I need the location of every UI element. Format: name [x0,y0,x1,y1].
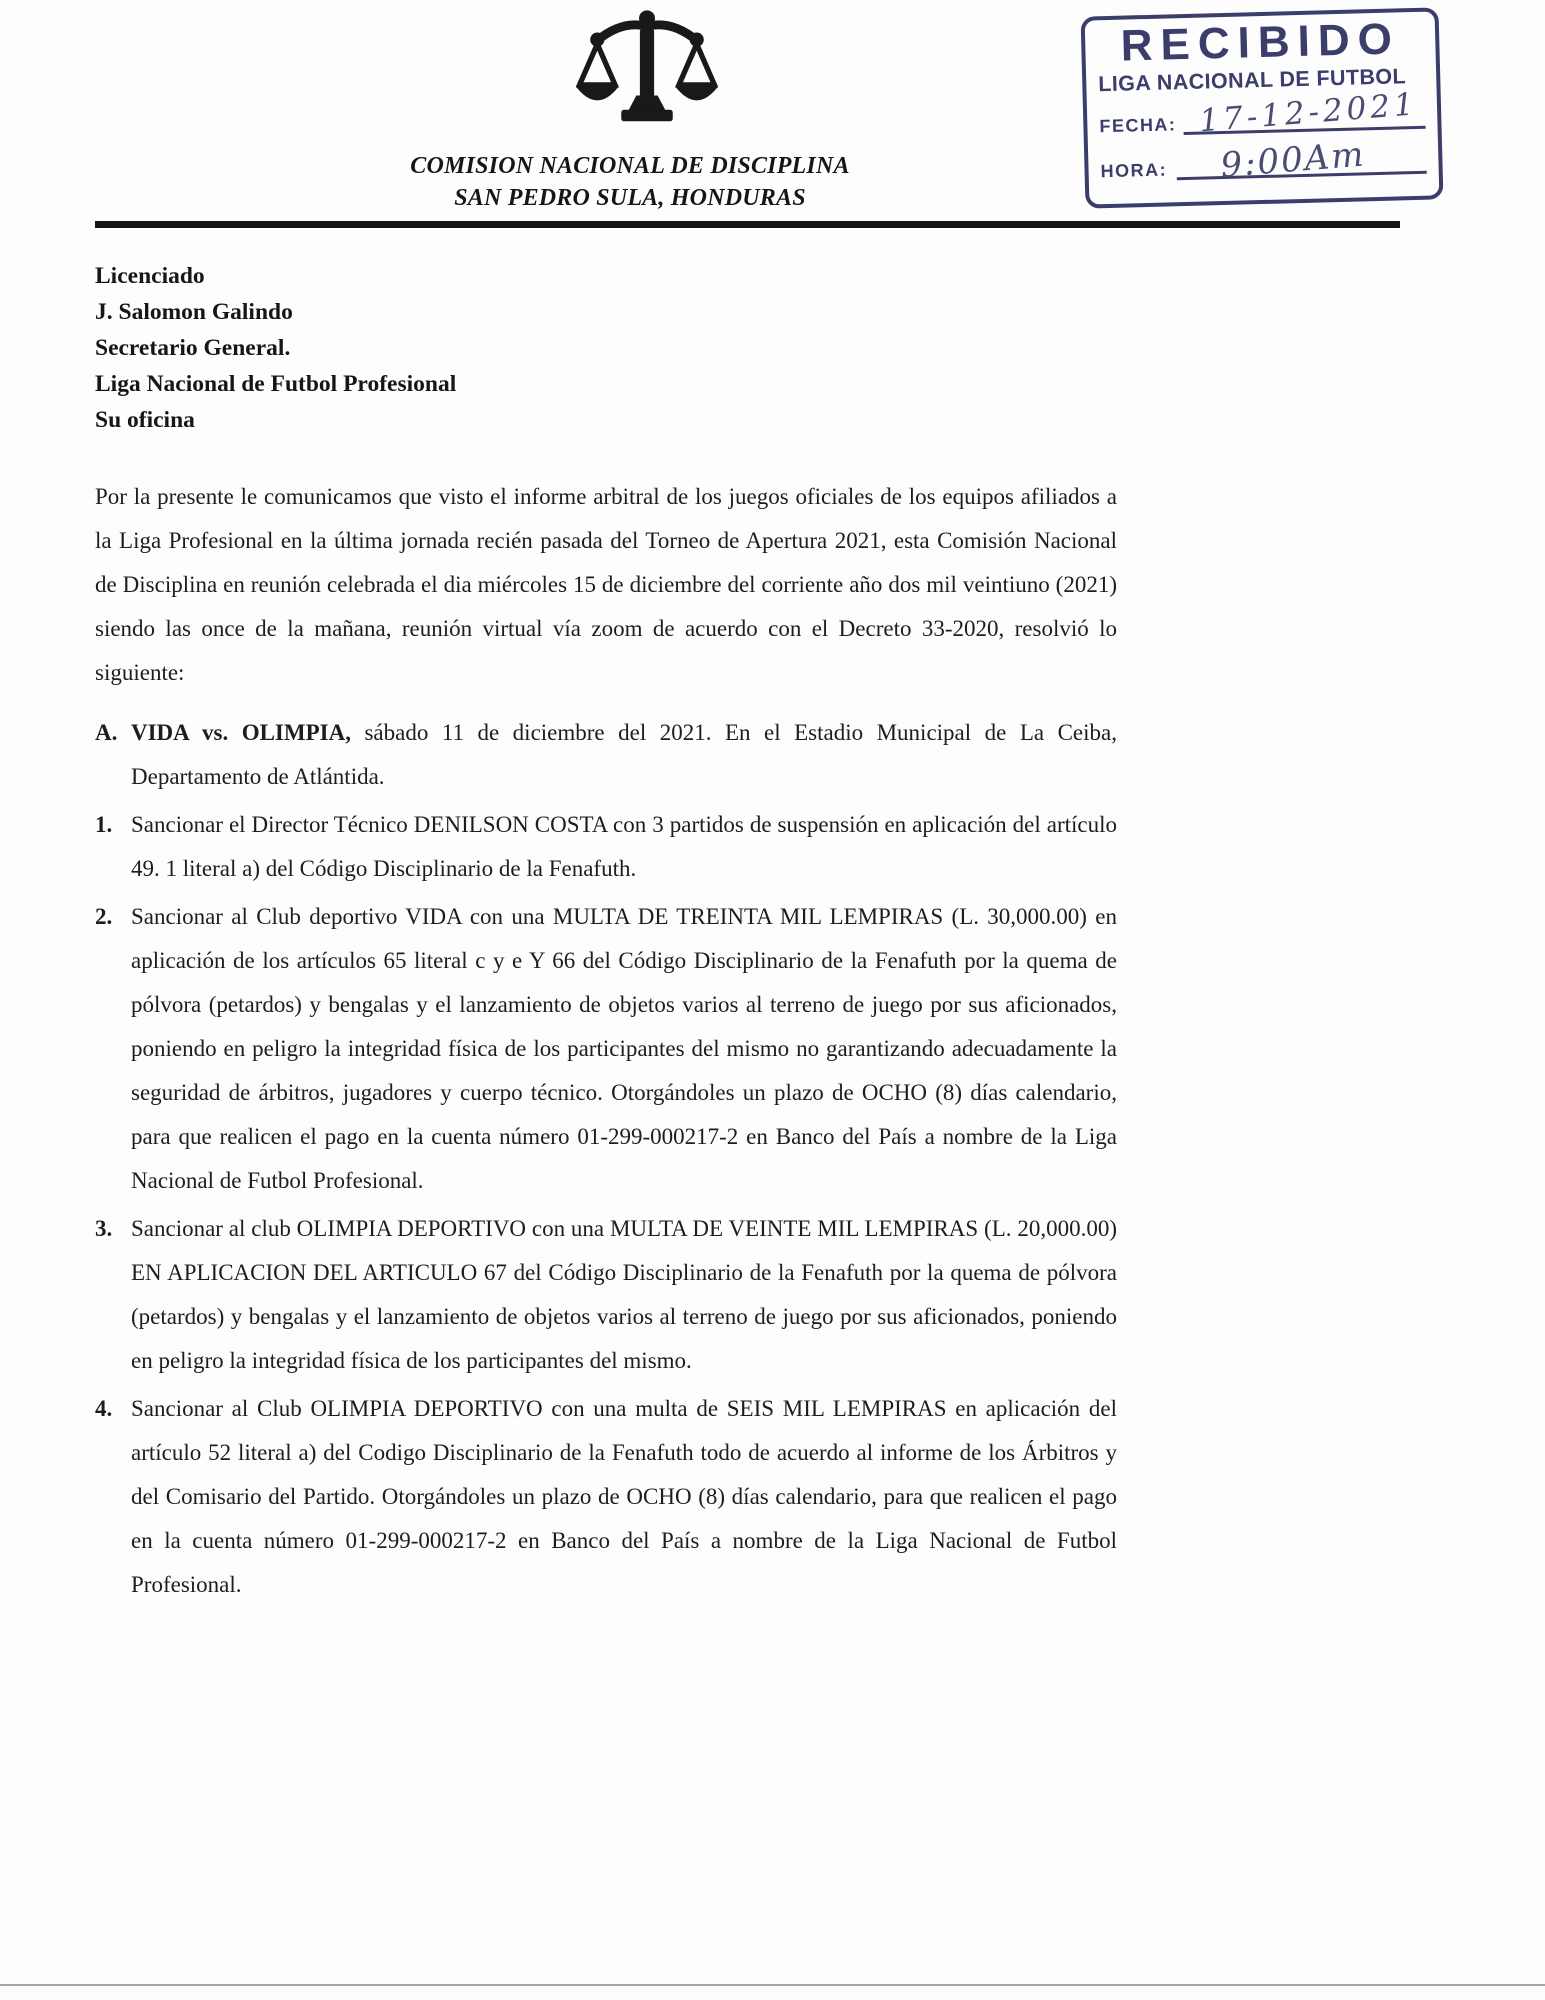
intro-paragraph: Por la presente le comunicamos que visto el informe arbitral de los juegos oficiales de los equipos afiliados a la Liga Profesional en la última jornada recién pasada del Torneo de Apertura 2021, esta Comisión Nacional de Disciplina en reunión celebrada el dia miércoles 15 de diciembre del corriente año dos mil veintiuno (2021) siendo las once de la mañana, reunión virtual vía zoom de acuerdo con el Decreto 33-2020, resolvió lo siguiente: [95,484,1117,685]
recipient-title: Licenciado [95,263,205,289]
stamp-time-row [1100,134,1427,188]
stamp-title: RECIBIDO [1120,14,1401,71]
recipient-name: J. Salomon Galindo [95,299,293,325]
scales-of-justice-icon [576,8,718,133]
recipient-office: Su oficina [95,407,195,433]
recipient-role: Secretario General. [95,335,291,361]
item-number: 2. [95,904,113,929]
section-a-label: A. [95,720,118,745]
item-text: Sancionar al Club deportivo VIDA con una MULTA DE TREINTA MIL LEMPIRAS (L. 30,000.00) en aplicación de los artículos 65 literal c y e Y 66 del Código Disciplinario de la Fenafuth por la quema de pólvora (petardos) y bengalas y el lanzamiento de objetos varios al terreno de juego por sus aficionados, poniendo en peligro la integridad física de los participantes del mismo no garantizando adecuadamente la seguridad de árbitros, jugadores y cuerpo técnico. Otorgándoles un plazo de OCHO (8) días calendario, para que realicen el pago en la cuenta número 01-299-000217-2 en Banco del País a nombre de la Liga Nacional de Futbol Profesional. [131,904,1117,1193]
stamp-time-value: 9:00Am [1219,134,1367,187]
header-divider [95,221,1400,228]
recipient-block [95,258,456,438]
org-location: SAN PEDRO SULA, HONDURAS [454,185,806,211]
item-text: Sancionar el Director Técnico DENILSON COSTA con 3 partidos de suspensión en aplicación del artículo 49. 1 literal a) del Código Disciplinario de la Fenafuth. [131,812,1117,881]
letterhead [350,150,910,214]
section-a-text: sábado 11 de diciembre del 2021. En el Estadio Municipal de La Ceiba, Departamento de Atlántida. [131,720,1117,789]
sanction-item-1 [95,803,1117,891]
received-stamp [1081,7,1444,208]
section-a-match: VIDA vs. OLIMPIA, [131,720,351,745]
recipient-org: Liga Nacional de Futbol Profesional [95,371,457,397]
stamp-date-value: 17-12-2021 [1198,86,1419,140]
stamp-org: LIGA NACIONAL DE FUTBOL [1098,64,1407,97]
letter-body [95,475,1117,1607]
item-text: Sancionar al club OLIMPIA DEPORTIVO con una MULTA DE VEINTE MIL LEMPIRAS (L. 20,000.00) EN APLICACION DEL ARTICULO 67 del Código Disciplinario de la Fenafuth por la quema de pólvora (petardos) y bengalas y el lanzamiento de objetos varios al terreno de juego por sus aficionados, poniendo en peligro la integridad física de los participantes del mismo. [131,1216,1117,1373]
stamp-time-label: HORA: [1100,159,1168,182]
sanction-item-3 [95,1207,1117,1383]
sanction-item-4 [95,1387,1117,1607]
item-text: Sancionar al Club OLIMPIA DEPORTIVO con una multa de SEIS MIL LEMPIRAS en aplicación del artículo 52 literal a) del Codigo Disciplinario de la Fenafuth todo de acuerdo al informe de los Árbitros y del Comisario del Partido. Otorgándoles un plazo de OCHO (8) días calendario, para que realicen el pago en la cuenta número 01-299-000217-2 en Banco del País a nombre de la Liga Nacional de Futbol Profesional. [131,1396,1117,1597]
item-number: 1. [95,812,113,837]
page-bottom-scan-line [0,1984,1545,1986]
item-number: 3. [95,1216,113,1241]
stamp-date-label: FECHA: [1099,114,1177,137]
section-a [95,711,1117,799]
org-name: COMISION NACIONAL DE DISCIPLINA [410,153,850,179]
sanction-item-2 [95,895,1117,1203]
item-number: 4. [95,1396,113,1421]
